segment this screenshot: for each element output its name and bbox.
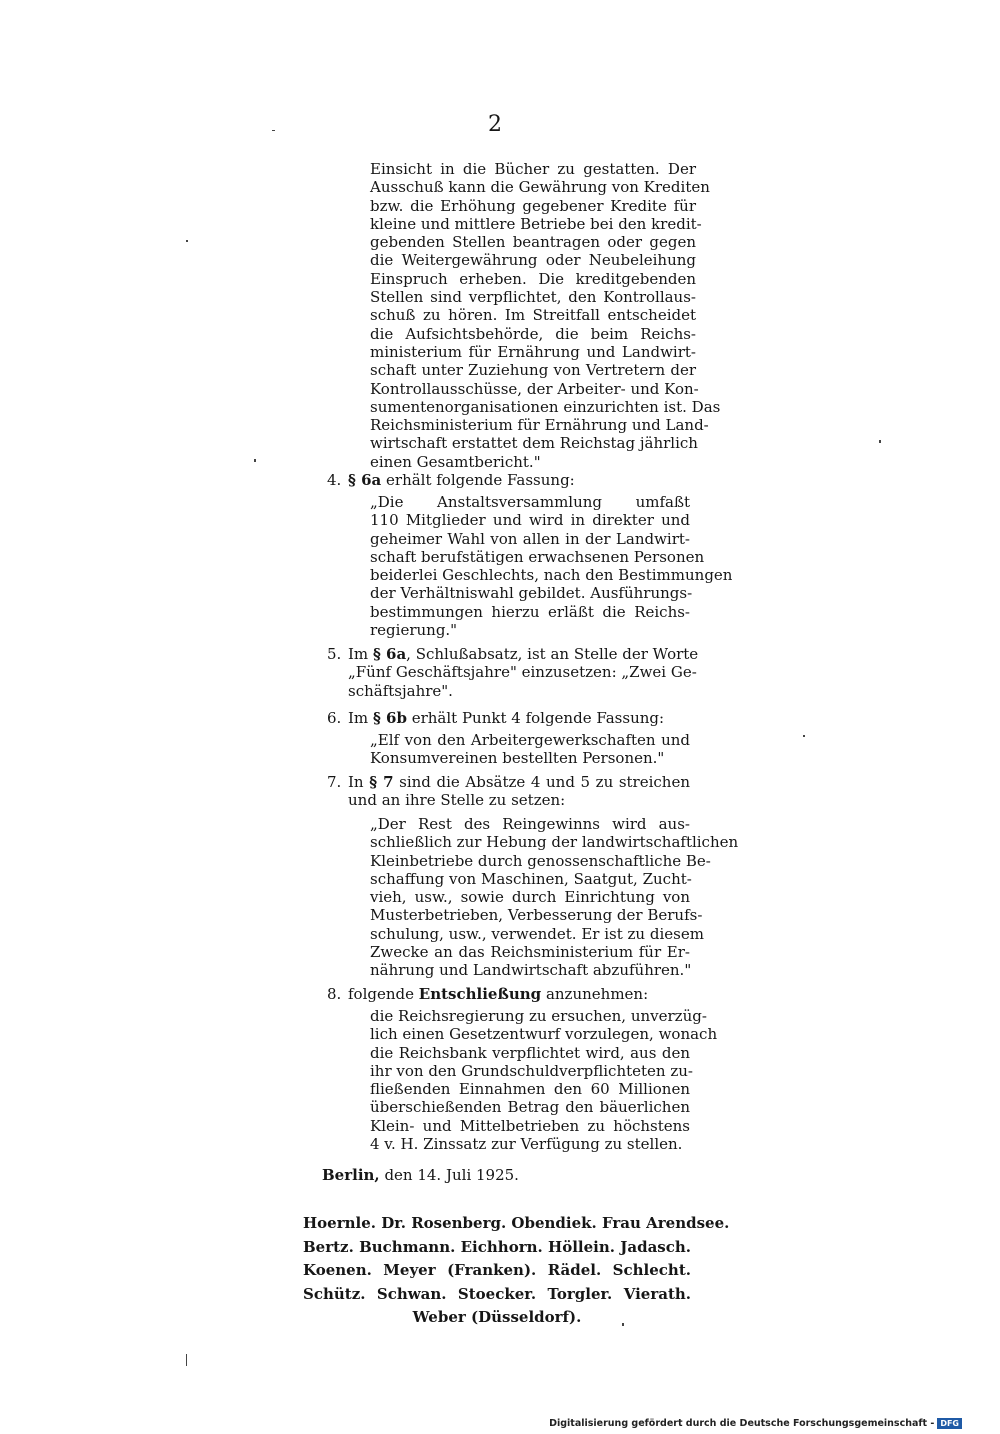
signatories-line-2: Bertz. Buchmann. Eichhorn. Höllein. Jadasch.: [303, 1237, 691, 1256]
item-8-resolution-line-1: die Reichsregierung zu ersuchen, unverzüg-: [370, 1007, 707, 1025]
continuation-line-1: Einsicht in die Bücher zu gestatten. Der: [370, 160, 696, 178]
item-5-pre: Im: [348, 645, 369, 663]
item-8-resolution-line-4: ihr von den Grundschuldverpflichteten zu-: [370, 1061, 693, 1080]
item-6-quote-line-2: Konsumvereinen bestellten Personen.": [370, 749, 665, 768]
item-4-quote-line-6: der Verhältniswahl gebildet. Ausführungs-: [370, 584, 693, 603]
item-7-quote-line-4: schaffung von Maschinen, Saatgut, Zucht-: [370, 869, 692, 888]
item-4-number: 4.: [327, 471, 342, 489]
item-8-resolution-line-8: 4 v. H. Zinssatz zur Verfügung zu stellen.: [370, 1135, 683, 1154]
date-line: [322, 1166, 519, 1184]
item-7-quote-line-9: nährung und Landwirtschaft abzuführen.": [370, 961, 692, 980]
item-5-line-2: „Fünf Geschäftsjahre" einzusetzen: „Zwei Ge-: [348, 663, 697, 682]
item-5-line-1-text: , Schlußabsatz, ist an Stelle der Worte: [406, 645, 699, 663]
signatories-line-5: Weber (Düsseldorf).: [412, 1308, 582, 1326]
item-6-quote: [370, 731, 690, 768]
page-number: 2: [488, 112, 502, 137]
item-8-number: 8.: [327, 985, 342, 1003]
continuation-line-10: die Aufsichtsbehörde, die beim Reichs-: [370, 324, 696, 343]
item-8-resolution-line-5: fließenden Einnahmen den 60 Millionen: [370, 1080, 690, 1099]
item-4-quote-line-2: 110 Mitglieder und wird in direkter und: [370, 511, 690, 530]
item-4-quote-line-1: „Die Anstaltsversammlung umfaßt: [370, 493, 690, 511]
date-text: den 14. Juli 1925.: [384, 1166, 519, 1184]
item-4-quote: [370, 493, 733, 640]
date-city: Berlin,: [322, 1166, 380, 1184]
scan-speck: [272, 130, 275, 131]
item-8-resolution-line-2: lich einen Gesetzentwurf vorzulegen, wonach: [370, 1025, 718, 1044]
item-8-intro: [348, 985, 648, 1003]
item-7-quote-line-7: schulung, usw., verwendet. Er ist zu diesem: [370, 924, 704, 943]
continuation-line-15: Reichsministerium für Ernährung und Land-: [370, 416, 709, 435]
item-7-quote-line-3: Kleinbetriebe durch genossenschaftliche Be-: [370, 851, 711, 870]
item-7-number: 7.: [327, 773, 342, 791]
continuation-line-14: sumentenorganisationen einzurichten ist. Das: [370, 397, 721, 416]
continuation-line-7: Einspruch erheben. Die kreditgebenden: [370, 269, 696, 288]
item-4-paragraph-ref: § 6a: [348, 471, 382, 489]
continuation-line-3: bzw. die Erhöhung gegebener Kredite für: [370, 196, 696, 215]
signatories-line-3: Koenen. Meyer (Franken). Rädel. Schlecht.: [303, 1261, 691, 1279]
continuation-line-12: schaft unter Zuziehung von Vertretern der: [370, 361, 696, 380]
continuation-paragraph: [370, 160, 721, 471]
item-7-quote-line-2: schließlich zur Hebung der landwirtschaftlichen: [370, 833, 739, 852]
item-8-intro-text: anzunehmen:: [545, 985, 649, 1003]
continuation-line-13: Kontrollausschüsse, der Arbeiter- und Kon-: [370, 379, 699, 398]
dfg-logo: DFG: [937, 1418, 962, 1429]
item-7-quote-line-5: vieh, usw., sowie durch Einrichtung von: [370, 888, 690, 907]
continuation-line-2: Ausschuß kann die Gewährung von Krediten: [370, 178, 710, 197]
scan-speck: [186, 1354, 187, 1366]
item-4-quote-line-8: regierung.": [370, 621, 458, 640]
item-7-quote-line-1: „Der Rest des Reingewinns wird aus-: [370, 815, 690, 833]
item-6-paragraph-ref: § 6b: [372, 709, 407, 727]
item-7-pre: In: [348, 773, 364, 791]
scan-speck: [803, 735, 805, 737]
item-8-resolution-line-6: überschießenden Betrag den bäuerlichen: [370, 1098, 690, 1117]
signatories-line-1: Hoernle. Dr. Rosenberg. Obendiek. Frau Arendsee.: [303, 1214, 730, 1232]
item-5-paragraph-ref: § 6a: [372, 645, 407, 663]
digitization-footer: [549, 1418, 962, 1429]
continuation-line-9: schuß zu hören. Im Streitfall entscheidet: [370, 306, 696, 325]
item-5-text: [348, 645, 699, 700]
item-8-resolution-line-7: Klein- und Mittelbetrieben zu höchstens: [370, 1116, 690, 1135]
continuation-line-8: Stellen sind verpflichtet, den Kontrollaus-: [370, 288, 696, 307]
item-8-resolution: [370, 1007, 718, 1154]
item-6-intro: [348, 709, 664, 727]
item-7-quote-line-6: Musterbetrieben, Verbesserung der Berufs-: [370, 906, 703, 925]
item-7-intro: [348, 773, 690, 810]
continuation-line-16: wirtschaft erstattet dem Reichstag jährlich: [370, 434, 698, 453]
signatories-line-4: Schütz. Schwan. Stoecker. Torgler. Vierath.: [303, 1284, 691, 1303]
item-4-quote-line-4: schaft berufstätigen erwachsenen Personen: [370, 547, 705, 566]
continuation-line-4: kleine und mittlere Betriebe bei den kredit-: [370, 214, 702, 233]
item-7-paragraph-ref: § 7: [369, 773, 394, 791]
item-5-line-1: [348, 645, 699, 663]
item-8-resolution-line-3: die Reichsbank verpflichtet wird, aus den: [370, 1043, 690, 1062]
signatories: [303, 1212, 730, 1330]
scan-speck: [879, 440, 881, 443]
item-5-line-3: schäftsjahre".: [348, 681, 453, 700]
item-6-pre: Im: [348, 709, 369, 727]
item-7-quote: [370, 815, 739, 980]
item-7-quote-line-8: Zwecke an das Reichsministerium für Er-: [370, 943, 690, 962]
continuation-line-17: einen Gesamtbericht.": [370, 452, 541, 471]
item-6-intro-text: erhält Punkt 4 folgende Fassung:: [411, 709, 665, 727]
scan-speck: [186, 240, 188, 242]
item-8-pre: folgende: [348, 985, 414, 1003]
item-4-quote-line-3: geheimer Wahl von allen in der Landwirt-: [370, 529, 690, 548]
scan-speck: [254, 459, 256, 462]
item-6-number: 6.: [327, 709, 342, 727]
item-5-number: 5.: [327, 645, 342, 663]
item-4-quote-line-7: bestimmungen hierzu erläßt die Reichs-: [370, 602, 690, 621]
scan-speck: [622, 1323, 624, 1326]
continuation-line-6: die Weitergewährung oder Neubeleihung: [370, 251, 696, 270]
item-7-intro-line-2: und an ihre Stelle zu setzen:: [348, 791, 566, 810]
item-7-intro-text: sind die Absätze 4 und 5 zu streichen: [399, 773, 690, 791]
item-7-intro-line-1: [348, 773, 690, 791]
footer-text: Digitalisierung gefördert durch die Deutsche Forschungsgemeinschaft -: [549, 1418, 935, 1429]
continuation-line-5: gebenden Stellen beantragen oder gegen: [370, 233, 696, 252]
continuation-line-11: ministerium für Ernährung und Landwirt-: [370, 342, 696, 361]
item-4-intro: [348, 471, 575, 489]
item-4-intro-text: erhält folgende Fassung:: [386, 471, 575, 489]
item-6-quote-line-1: „Elf von den Arbeitergewerkschaften und: [370, 731, 690, 749]
item-4-quote-line-5: beiderlei Geschlechts, nach den Bestimmungen: [370, 566, 733, 585]
item-8-keyword: Entschließung: [418, 985, 542, 1003]
